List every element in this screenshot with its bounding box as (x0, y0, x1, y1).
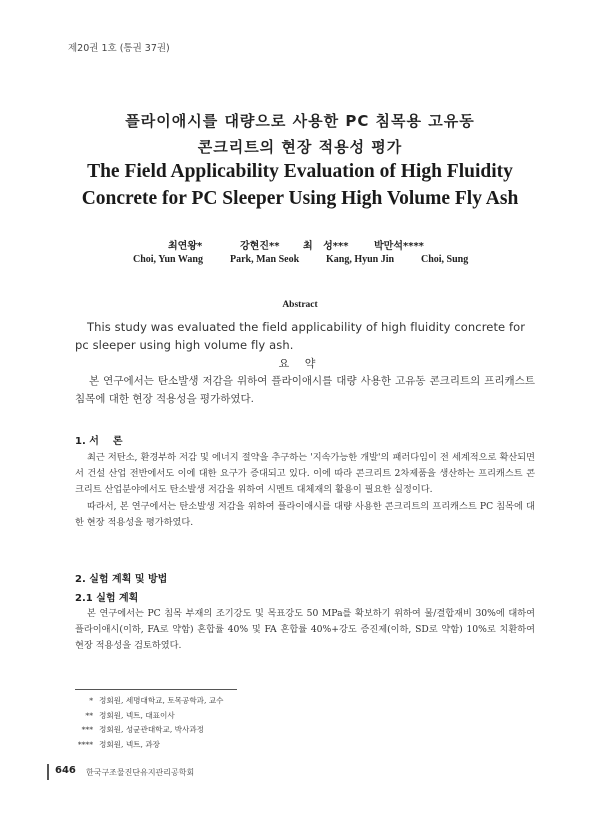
english-title-line-2: Concrete for PC Sleeper Using High Volume Fly Ash (81, 188, 519, 209)
abstract-text: This study was evaluated the field applicability of high fluidity concrete for pc sleeper using high volume fly ash. (75, 320, 526, 352)
author-3-korean: 최 성*** (303, 241, 349, 252)
korean-abstract-text: 본 연구에서는 탄소발생 저감을 위하여 플라이애시를 대량 사용한 고유동 콘크리트의 프리캐스트 침목에 대한 현장 적용성을 평가하였다. (75, 375, 535, 405)
author-1-english: Choi, Yun Wang (133, 254, 203, 265)
footnote: *** 정회원, 성균관대학교, 박사과정 (81, 725, 205, 734)
footnote-divider (75, 689, 237, 690)
section-2-1-paragraph-1: 본 연구에서는 PC 침목 부재의 조기강도 및 목표강도 50 MPa를 확보하기 위하여 물/결합재비 30%에 대하여 플라이애시(이하, FA로 약함) 혼합률 40% 및 FA 혼합률 40%+강도 증진제(이하, SD로 약함) 10%로 치환하여 현장 적용성을 검토하였다. (75, 608, 535, 652)
section-2-1-heading: 2.1 실험 계획 (75, 593, 139, 604)
section-1-body (75, 450, 535, 531)
korean-title-line-2: 콘크리트의 현장 적용성 평가 (197, 138, 403, 156)
section-1-paragraph-1: 최근 저탄소, 환경부하 저감 및 에너지 절약을 추구하는 '지속가능한 개발'의 패러다임이 전 세계적으로 확산되면서 건설 산업 전반에서도 이에 대한 요구가 증대되고 있다. 이에 따라 콘크리트 2차제품을 생산하는 프리캐스트 콘크리트 산업분야에서도 탄소발생 저감을 위하여 시멘트 대체재의 활용이 필요한 실정이다. (75, 452, 535, 496)
author-4-english: Choi, Sung (421, 254, 469, 265)
author-3-english: Kang, Hyun Jin (326, 254, 395, 265)
abstract-heading: Abstract (282, 300, 318, 310)
page-number: 646 (55, 765, 76, 776)
korean-abstract-heading: 요 약 (278, 357, 322, 370)
section-1-paragraph-2: 따라서, 본 연구에서는 탄소발생 저감을 위하여 플라이애시를 대량 사용한 콘크리트의 프리캐스트 PC 침목에 대한 현장 적용성을 평가하였다. (75, 500, 535, 528)
footnote: **** 정회원, 넥트, 과장 (77, 739, 161, 749)
section-2-heading: 2. 실험 계획 및 방법 (75, 574, 168, 585)
footnote: * 정회원, 세명대학교, 토목공학과, 교수 (89, 696, 224, 705)
author-2-korean: 강현진** (240, 241, 280, 252)
footnote: ** 정회원, 넥트, 대표이사 (85, 710, 175, 720)
author-4-korean: 박만석**** (374, 241, 424, 252)
journal-volume-header: 제20권 1호 (통권 37권) (68, 43, 170, 54)
page-number-bar (47, 764, 49, 780)
author-2-english: Park, Man Seok (230, 254, 300, 265)
section-2-1-body (75, 606, 535, 655)
journal-name-footer: 한국구조물진단유지관리공학회 (86, 768, 195, 777)
korean-title-line-1: 플라이애시를 대량으로 사용한 PC 침목용 고유동 (125, 112, 475, 130)
author-affiliation-footnotes (75, 694, 224, 752)
section-1-heading: 1. 서 론 (75, 436, 123, 447)
author-1-korean: 최연왕* (168, 241, 203, 252)
english-title-line-1: The Field Applicability Evaluation of High Fluidity (87, 161, 513, 182)
